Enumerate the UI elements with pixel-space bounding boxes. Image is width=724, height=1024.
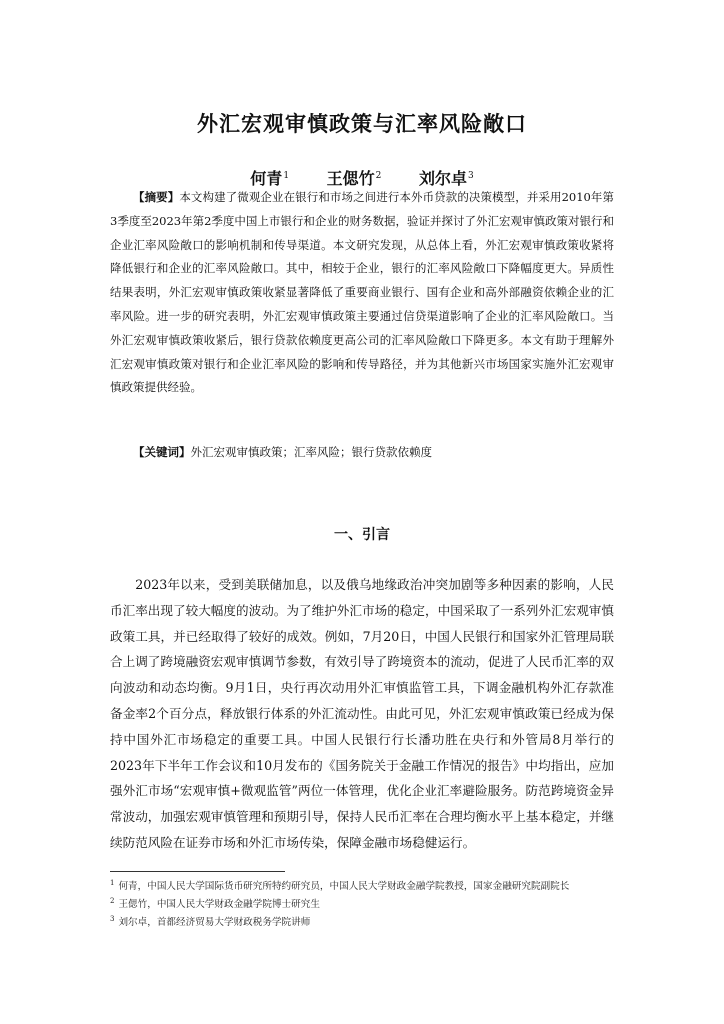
abstract-text: 本文构建了微观企业在银行和市场之间进行本外币贷款的决策模型，并采用2010年第3季度至2023年第2季度中国上市银行和企业的财务数据，验证并探讨了外汇宏观审慎政策对银行和企业汇率风险敞口的影响机制和传导渠道。本文研究发现，从总体上看，外汇宏观审慎政策收紧将降低银行和企业的汇率风险敞口。其中，相较于企业，银行的汇率风险敞口下降幅度更大。异质性结果表明，外汇宏观审慎政策收紧显著降低了重要商业银行、国有企业和高外部融资依赖企业的汇率风险。进一步的研究表明，外汇宏观审慎政策主要通过信贷渠道影响了企业的汇率风险敞口。当外汇宏观审慎政策收紧后，银行贷款依赖度更高公司的汇率风险敞口下降更多。本文有助于理解外汇宏观审慎政策对银行和企业汇率风险的影响和传导路径，并为其他新兴市场国家实施外汇宏观审慎政策提供经验。 — [110, 190, 615, 395]
abstract — [110, 186, 614, 400]
footnote — [110, 876, 614, 894]
footnote — [110, 894, 614, 912]
author-name: 刘尔卓 — [418, 169, 467, 188]
footnote-mark: 2 — [110, 897, 115, 906]
footnote-text: 何青，中国人民大学国际货币研究所特约研究员，中国人民大学财政金融学院教授，国家金融研究院副院长 — [118, 881, 570, 893]
author-footnote-mark: 3 — [467, 170, 474, 181]
footnotes — [110, 876, 614, 931]
body-paragraph: 2023年以来，受到美联储加息，以及俄乌地缘政治冲突加剧等多种因素的影响，人民币汇率出现了较大幅度的波动。为了维护外汇市场的稳定，中国采取了一系列外汇宏观审慎政策工具，并已经取得了较好的成效。例如，7月20日，中国人民银行和国家外汇管理局联合上调了跨境融资宏观审慎调节参数，有效引导了跨境资本的流动，促进了人民币汇率的双向波动和动态均衡。9月1日，央行再次动用外汇审慎监管工具，下调金融机构外汇存款准备金率2个百分点，释放银行体系的外汇流动性。由此可见，外汇宏观审慎政策已经成为保持中国外汇市场稳定的重要工具。中国人民银行行长潘功胜在央行和外管局8月举行的2023年下半年工作会议和10月发布的《国务院关于金融工作情况的报告》中均指出，应加强外汇市场“宏观审慎+微观监管”两位一体管理，优化企业汇率避险服务。防范跨境资金异常波动，加强宏观审慎管理和预期引导，保持人民币汇率在合理均衡水平上基本稳定，并继续防范风险在证券市场和外汇市场传染，保障金融市场稳健运行。 — [110, 577, 614, 850]
author-name: 王偲竹 — [326, 169, 375, 188]
author-name: 何青 — [250, 169, 283, 188]
footnote-mark: 1 — [110, 879, 115, 887]
footnote-mark: 3 — [110, 915, 115, 924]
paper-title: 外汇宏观审慎政策与汇率风险敞口 — [197, 112, 527, 136]
keywords-text: 外汇宏观审慎政策；汇率风险；银行贷款依赖度 — [190, 445, 432, 459]
footnote-text: 刘尔卓，首都经济贸易大学财政税务学院讲师 — [118, 917, 311, 929]
section-heading: 一、引言 — [334, 527, 390, 543]
abstract-label: 【摘要】 — [133, 190, 180, 204]
keywords — [110, 441, 614, 465]
footnote-divider — [110, 871, 285, 872]
author-footnote-mark: 2 — [375, 170, 382, 181]
keywords-label: 【关键词】 — [133, 445, 191, 459]
author-footnote-mark: 1 — [283, 170, 290, 181]
footnote — [110, 912, 614, 930]
footnote-text: 王偲竹，中国人民大学财政金融学院博士研究生 — [118, 899, 320, 911]
